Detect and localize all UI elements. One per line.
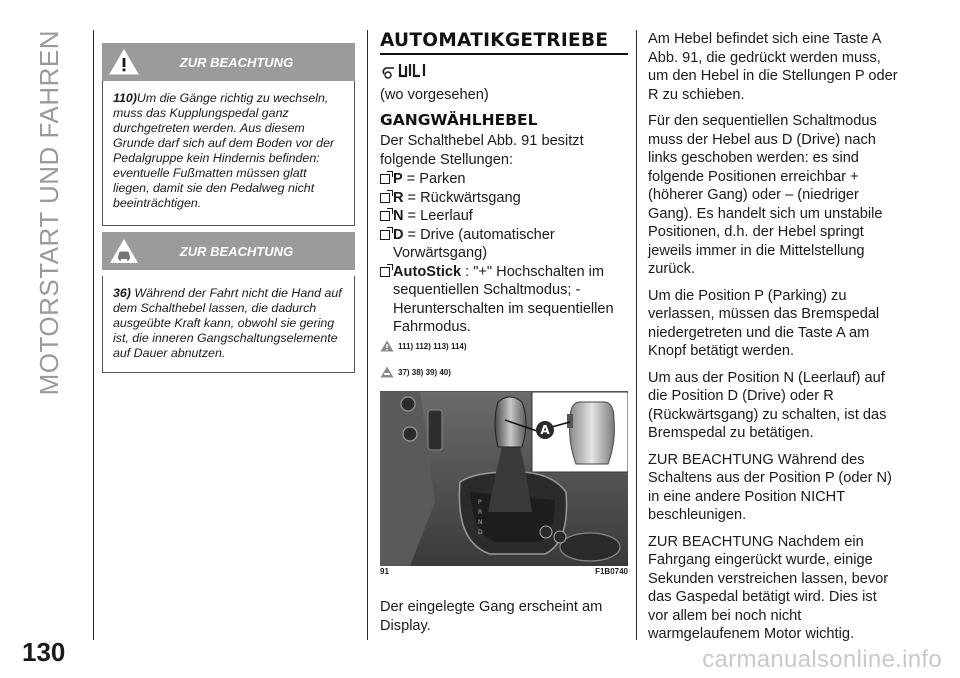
heading-rule xyxy=(380,53,628,55)
autostick-desc: : "+" Hochschalten im sequentiellen Schaltmodus; - Herunterschalten im sequentiellen Fahrmodus. xyxy=(393,263,614,335)
figure-code: F1B0740 xyxy=(595,567,628,576)
watermark: carmanualsonline.info xyxy=(702,646,942,673)
section-title xyxy=(380,30,628,51)
position-list xyxy=(380,170,628,337)
right-column-text xyxy=(648,30,898,652)
warning-heading-2: ZUR BEACHTUNG xyxy=(179,243,294,259)
paragraph: Am Hebel befindet sich eine Taste A Abb. 91, die gedrückt werden muss, um den Hebel in die Stellungen P oder R zu schieben. xyxy=(648,31,898,103)
paragraph: ZUR BEACHTUNG Nachdem ein Fahrgang eingerückt wurde, einige Sekunden verstreichen lassen, bevor das Gaspedal betätigt wird. Dies ist vor allem bei noch nicht warmgelaufenem Motor wichtig. xyxy=(648,533,889,642)
checkbox-bullet-icon xyxy=(380,174,390,184)
warning-text-2: Während der Fahrt nicht die Hand auf dem Schalthebel lassen, die dadurch ausgeübte Kraft kann, obwohl sie gering ist, die inneren Gangschaltungselemente auf Dauer abnutzen. xyxy=(113,286,342,360)
position-desc: = Leerlauf xyxy=(407,208,473,224)
figure-number: 91 xyxy=(380,567,389,576)
warning-body-1 xyxy=(102,81,355,226)
warning-small-icon xyxy=(380,340,394,352)
section-title-text: MOTORSTART UND FAHREN xyxy=(33,30,64,396)
symbol-row xyxy=(380,60,628,87)
column-divider-middle xyxy=(367,30,368,640)
gear-lever-illustration xyxy=(380,392,628,566)
list-item xyxy=(380,226,628,263)
paragraph: Um die Position P (Parking) zu verlassen, müssen das Bremspedal niedergetreten und die Taste A am Knopf betätigt werden. xyxy=(648,287,880,359)
page-number: 130 xyxy=(22,637,66,667)
list-item xyxy=(380,170,628,189)
warning-text-1: Um die Gänge richtig zu wechseln, muss das Kupplungspedal ganz durchgetreten werden. Aus diesem Grunde darf sich auf dem Boden vor der Pedalgruppe kein Hindernis befinden: eventuelle Fußmatten müssen glatt liegen, damit sie den Pedalweg nicht beeinträchtigen. xyxy=(113,91,335,210)
warning-ref-2: 36) xyxy=(113,286,131,300)
list-item xyxy=(380,263,628,337)
svg-text:P: P xyxy=(478,499,482,506)
column-divider-right xyxy=(636,30,637,640)
warning-header-1 xyxy=(102,43,355,81)
checkbox-bullet-icon xyxy=(380,230,390,240)
paragraph: Für den sequentiellen Schaltmodus muss der Hebel aus D (Drive) nach links geschoben werden: es sind folgende Positionen erreichbar + (höherer Gang) oder – (niedriger Gang). Es handelt sich um unstabile Positionen, d.h. der Hebel springt jeweils immer in die Mittelstellung zurück. xyxy=(648,113,883,277)
paragraph: Um aus der Position N (Leerlauf) auf die Position D (Drive) oder R (Rückwärtsgang) zu schalten, ist das Bremspedal zu betätigen. xyxy=(648,369,887,441)
warning-refs-text: 111) 112) 113) 114) xyxy=(398,341,467,351)
warning-refs xyxy=(380,340,628,352)
position-key: D xyxy=(393,226,404,243)
car-small-icon xyxy=(380,366,394,378)
position-key: N xyxy=(393,208,404,224)
position-desc: = Drive (automatischer Vorwärtsgang) xyxy=(393,226,555,261)
checkbox-bullet-icon xyxy=(380,267,390,277)
column-divider-left xyxy=(93,30,94,640)
figure-caption xyxy=(380,567,628,576)
availability-note: (wo vorgesehen) xyxy=(380,87,489,103)
warning-header-2 xyxy=(102,232,355,270)
car-care-icon xyxy=(102,238,146,264)
svg-text:R: R xyxy=(478,509,483,516)
list-item xyxy=(380,189,628,208)
position-key: R xyxy=(393,189,404,206)
gear-selector-figure xyxy=(380,391,628,585)
checkbox-bullet-icon xyxy=(380,193,390,203)
warning-ref-1: 110) xyxy=(113,91,137,105)
section-vertical-title xyxy=(18,30,80,396)
paragraph: ZUR BEACHTUNG Während des Schaltens aus der Position P (oder N) in eine andere Position NICHT beschleunigen. xyxy=(648,451,892,523)
svg-text:D: D xyxy=(478,529,483,536)
note-refs xyxy=(380,366,628,378)
position-desc: = Parken xyxy=(406,171,466,187)
autostick-key: AutoStick xyxy=(393,263,462,280)
callout-label-a: A xyxy=(540,423,550,437)
note-refs-text: 37) 38) 39) 40) xyxy=(398,367,451,377)
subsection-heading: GANGWÄHLHEBEL xyxy=(380,111,538,129)
warning-body-2 xyxy=(102,276,355,373)
position-desc: = Rückwärtsgang xyxy=(407,189,521,206)
warning-heading-1: ZUR BEACHTUNG xyxy=(179,54,294,70)
checkbox-bullet-icon xyxy=(380,211,390,221)
warning-triangle-icon xyxy=(102,49,146,75)
list-item xyxy=(380,207,628,226)
intro-text: Der Schalthebel Abb. 91 besitzt folgende Stellungen: xyxy=(380,133,584,168)
svg-text:N: N xyxy=(478,519,483,526)
chapter-heading: AUTOMATIKGETRIEBE xyxy=(380,30,609,51)
transmission-symbol-icon xyxy=(380,60,438,82)
position-key: P xyxy=(393,171,403,187)
display-note: Der eingelegte Gang erscheint am Display. xyxy=(380,599,603,634)
